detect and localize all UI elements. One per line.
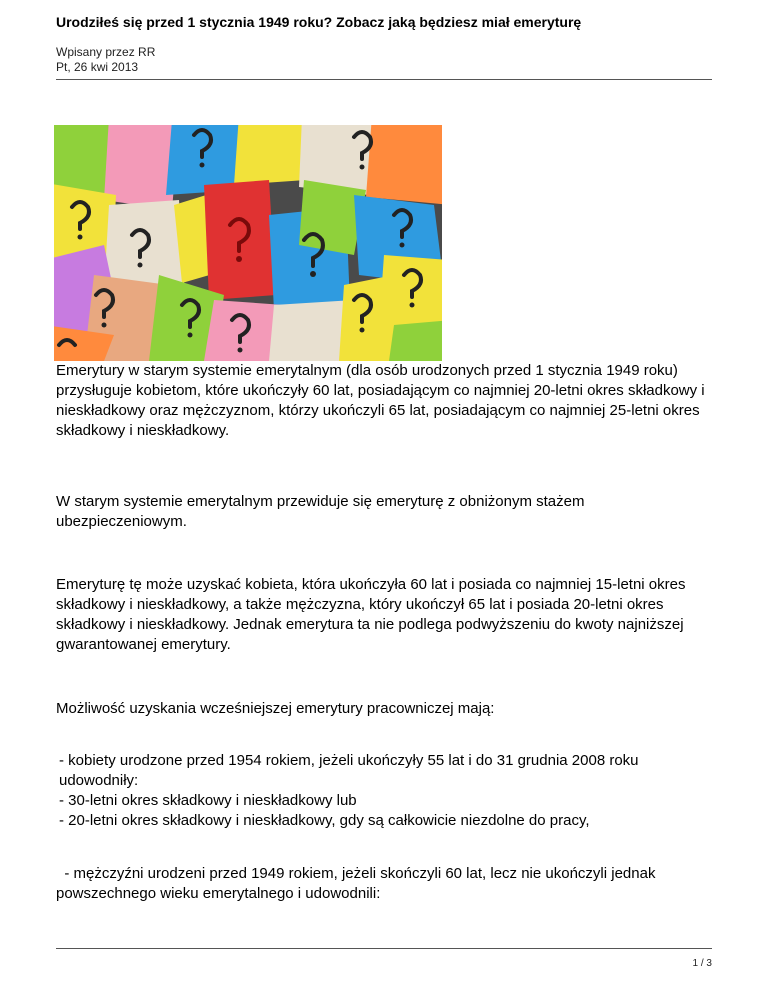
photo-illustration: [54, 125, 442, 361]
question-mark-notes-photo: [54, 125, 442, 361]
date-line: Pt, 26 kwi 2013: [56, 60, 139, 74]
list-women: [56, 751, 716, 831]
header-divider: [56, 79, 712, 80]
list-item: - 30-letni okres składkowy i nieskładkowy lub: [59, 792, 357, 809]
list-item: - kobiety urodzone przed 1954 rokiem, jeżeli ukończyły 55 lat i do 31 grudnia 2008 roku udowodniły:: [59, 752, 639, 789]
paragraph-reduced-service: W starym systemie emerytalnym przewiduje się emeryturę z obniżonym stażem ubezpieczeniowym.: [56, 493, 585, 530]
page-number: 1 / 3: [692, 958, 712, 969]
list-item: - 20-letni okres składkowy i nieskładkowy, gdy są całkowicie niezdolne do pracy,: [59, 812, 590, 829]
page-title: Urodziłeś się przed 1 stycznia 1949 roku? Zobacz jaką będziesz miał emeryturę: [56, 14, 582, 30]
author-line: Wpisany przez RR: [56, 45, 156, 59]
article-meta: [56, 45, 155, 75]
paragraph-early-retirement: Możliwość uzyskania wcześniejszej emerytury pracowniczej mają:: [56, 700, 495, 717]
footer-divider: [56, 948, 712, 949]
paragraph-old-system: Emerytury w starym systemie emerytalnym (dla osób urodzonych przed 1 stycznia 1949 roku) przysługuje kobietom, które ukończyły 60 lat, posiadającym co najmniej 20-letni okres składkowy i nieskładkowy oraz mężczyznom, którzy ukończyli 65 lat, posiadającym co najmniej 25-letni okres składkowy i nieskładkowy.: [56, 362, 705, 439]
list-men: - mężczyźni urodzeni przed 1949 rokiem, jeżeli skończyli 60 lat, lecz nie ukończyli jednak powszechnego wieku emerytalnego i udowodnili:: [56, 865, 660, 902]
paragraph-reduced-conditions: Emeryturę tę może uzyskać kobieta, która ukończyła 60 lat i posiada co najmniej 15-letni okres składkowy i nieskładkowy, a także mężczyzna, który ukończył 65 lat i posiada 20-letni okres składkowy i nieskładkowy. Jednak emerytura ta nie podlega podwyższeniu do kwoty najniższej gwarantowanej emerytury.: [56, 576, 686, 653]
